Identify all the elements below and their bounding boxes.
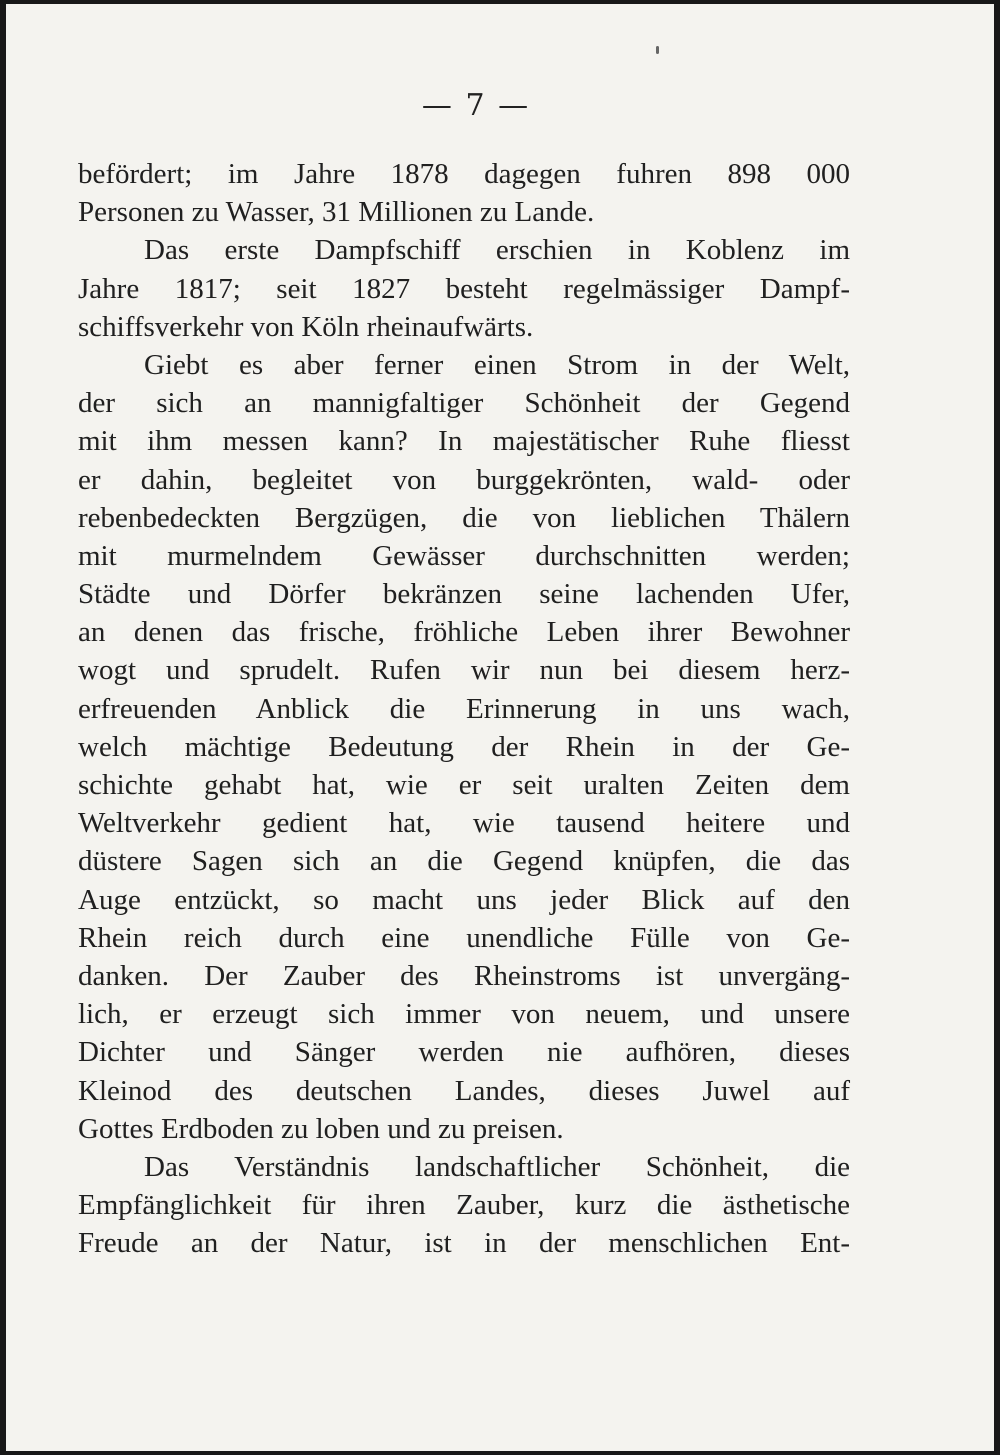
text-line: Giebt es aber ferner einen Strom in der Welt, xyxy=(144,348,850,381)
body-text xyxy=(78,155,850,1262)
text-line: an denen das frische, fröhliche Leben ihrer Bewohner xyxy=(78,616,850,649)
text-line: danken. Der Zauber des Rheinstroms ist unvergäng- xyxy=(78,959,850,992)
text-line: lich, er erzeugt sich immer von neuem, und unsere xyxy=(78,998,850,1031)
text-line: Städte und Dörfer bekränzen seine lachenden Ufer, xyxy=(78,578,850,611)
text-line: Weltverkehr gedient hat, wie tausend heitere und xyxy=(78,807,850,840)
text-line: Gottes Erdboden zu loben und zu preisen. xyxy=(78,1112,564,1145)
text-line: mit ihm messen kann? In majestätischer Ruhe fliesst xyxy=(78,425,850,458)
book-page xyxy=(6,4,994,1451)
text-line: schiffsverkehr von Köln rheinaufwärts. xyxy=(78,310,534,343)
text-line: Kleinod des deutschen Landes, dieses Juwel auf xyxy=(78,1074,850,1107)
print-speck xyxy=(656,46,659,54)
text-line: befördert; im Jahre 1878 dagegen fuhren 898 000 xyxy=(78,158,850,190)
text-line: er dahin, begleitet von burggekrönten, wald- oder xyxy=(78,463,850,496)
text-line: Auge entzückt, so macht uns jeder Blick auf den xyxy=(78,883,850,916)
text-line: Freude an der Natur, ist in der menschlichen Ent- xyxy=(78,1227,850,1260)
text-line: Empfänglichkeit für ihren Zauber, kurz die ästhetische xyxy=(78,1189,850,1222)
text-line: der sich an mannigfaltiger Schönheit der Gegend xyxy=(78,387,850,420)
text-line: Das Verständnis landschaftlicher Schönheit, die xyxy=(144,1150,850,1183)
text-line: erfreuenden Anblick die Erinnerung in uns wach, xyxy=(78,692,850,725)
text-line: wogt und sprudelt. Rufen wir nun bei diesem herz- xyxy=(78,654,850,687)
page-number: — 7 — xyxy=(421,88,531,123)
text-line: rebenbedeckten Bergzügen, die von lieblichen Thälern xyxy=(78,501,850,534)
text-line: Personen zu Wasser, 31 Millionen zu Lande. xyxy=(78,196,595,229)
text-line: schichte gehabt hat, wie er seit uralten Zeiten dem xyxy=(78,769,850,801)
text-line: Dichter und Sänger werden nie aufhören, dieses xyxy=(78,1036,850,1069)
text-line: düstere Sagen sich an die Gegend knüpfen, die das xyxy=(78,845,850,878)
text-line: Das erste Dampfschiff erschien in Koblenz im xyxy=(144,234,850,267)
text-line: Jahre 1817; seit 1827 besteht regelmässiger Dampf- xyxy=(78,272,850,305)
text-line: welch mächtige Bedeutung der Rhein in der Ge- xyxy=(78,730,850,763)
text-line: mit murmelndem Gewässer durchschnitten werden; xyxy=(78,539,850,572)
text-line: Rhein reich durch eine unendliche Fülle von Ge- xyxy=(78,921,850,954)
